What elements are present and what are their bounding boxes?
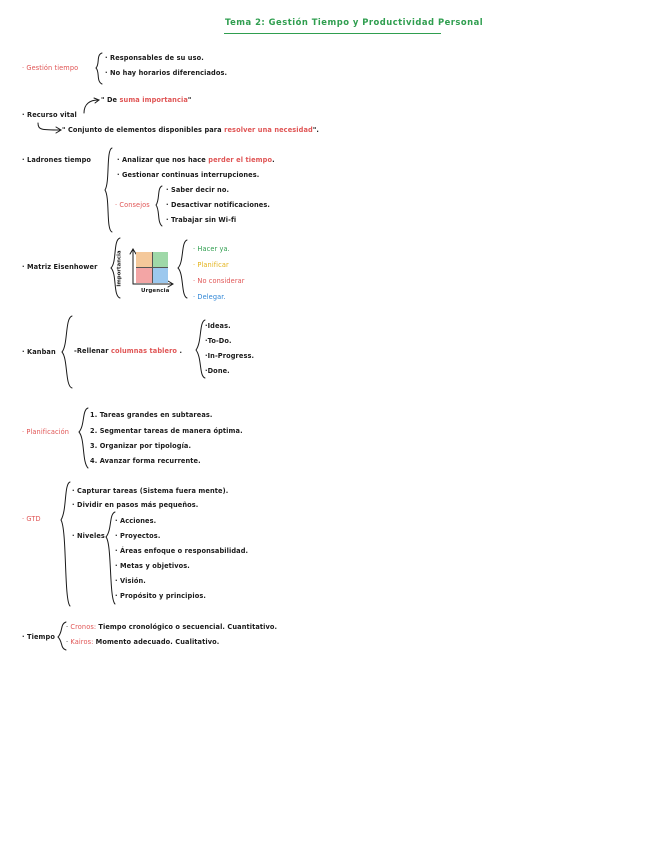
importancia-note: " De suma importancia": [101, 96, 192, 104]
nivel-item: · Visión.: [115, 577, 146, 585]
quadrant-important-not-urgent: [153, 252, 169, 267]
action-ignore: · No considerar: [193, 277, 245, 285]
action-plan: · Planificar: [193, 261, 229, 269]
brace-consejos: [156, 186, 162, 226]
kairos-item: · Kairos: Momento adecuado. Cualitativo.: [66, 638, 220, 646]
matriz-x-axis-label: Urgencia: [141, 288, 170, 294]
kanban-label: · Kanban: [22, 348, 56, 356]
kanban-column: ·Done.: [205, 367, 230, 375]
planificacion-item: 2. Segmentar tareas de manera óptima.: [90, 427, 243, 435]
gtd-item: · Capturar tareas (Sistema fuera mente).: [72, 487, 229, 495]
nivel-item: · Propósito y principios.: [115, 592, 206, 600]
planificacion-item: 3. Organizar por tipología.: [90, 442, 192, 450]
consejo-item: · Saber decir no.: [166, 186, 230, 194]
gtd-label: · GTD: [22, 515, 41, 523]
consejo-item: · Desactivar notificaciones.: [166, 201, 270, 209]
brace-planificacion: [79, 408, 88, 468]
kanban-column: ·In-Progress.: [205, 352, 255, 360]
gestion-item: · Responsables de su uso.: [105, 54, 204, 62]
action-do: · Hacer ya.: [193, 245, 230, 253]
ladrones-item: · Analizar que nos hace perder el tiempo.: [117, 156, 275, 164]
action-delegate: · Delegar.: [193, 293, 226, 301]
recurso-label: · Recurso vital: [22, 111, 77, 119]
quadrant-not-important-urgent: [136, 268, 152, 283]
nivel-item: · Acciones.: [115, 517, 157, 525]
arrow-down: [38, 123, 60, 130]
planificacion-label: · Planificación: [22, 428, 70, 436]
brace-matriz-right: [178, 240, 187, 298]
ladrones-item: · Gestionar continuas interrupciones.: [117, 171, 260, 179]
tiempo-label: · Tiempo: [22, 633, 55, 641]
brace-gestion: [96, 53, 102, 84]
brace-ladrones: [105, 148, 112, 232]
matriz-grid: [136, 252, 168, 283]
brace-columns: [196, 320, 205, 378]
quadrant-not-important-not-urgent: [153, 268, 169, 283]
kanban-rellenar: -Rellenar columnas tablero .: [74, 347, 183, 355]
ladrones-label: · Ladrones tiempo: [22, 156, 92, 164]
planificacion-item: 4. Avanzar forma recurrente.: [90, 457, 201, 465]
brace-tiempo: [58, 622, 66, 650]
brace-kanban: [62, 316, 72, 388]
brace-gtd: [61, 482, 70, 606]
gtd-item: · Dividir en pasos más pequeños.: [72, 501, 199, 509]
nivel-item: · Proyectos.: [115, 532, 161, 540]
kanban-column: ·To-Do.: [205, 337, 232, 345]
matriz-y-axis-label: Importancia: [116, 250, 123, 287]
matriz-label: · Matriz Eisenhower: [22, 263, 98, 271]
page-title: Tema 2: Gestión Tiempo y Productividad Personal: [225, 17, 484, 27]
nivel-item: · Áreas enfoque o responsabilidad.: [115, 547, 249, 555]
quadrant-important-urgent: [136, 252, 152, 267]
brace-niveles: [106, 512, 115, 604]
consejo-item: · Trabajar sin Wi-fi: [166, 216, 237, 224]
niveles-label: · Niveles: [72, 532, 105, 540]
kanban-column: ·Ideas.: [205, 322, 231, 330]
cronos-item: · Cronos: Tiempo cronológico o secuencial. Cuantitativo.: [66, 623, 278, 631]
conjunto-note: " Conjunto de elementos disponibles para resolver una necesidad".: [62, 126, 319, 134]
consejos-label: · Consejos: [115, 201, 150, 209]
planificacion-item: 1. Tareas grandes en subtareas.: [90, 411, 213, 419]
gestion-label: · Gestión tiempo: [22, 64, 79, 72]
gestion-item: · No hay horarios diferenciados.: [105, 69, 228, 77]
nivel-item: · Metas y objetivos.: [115, 562, 190, 570]
